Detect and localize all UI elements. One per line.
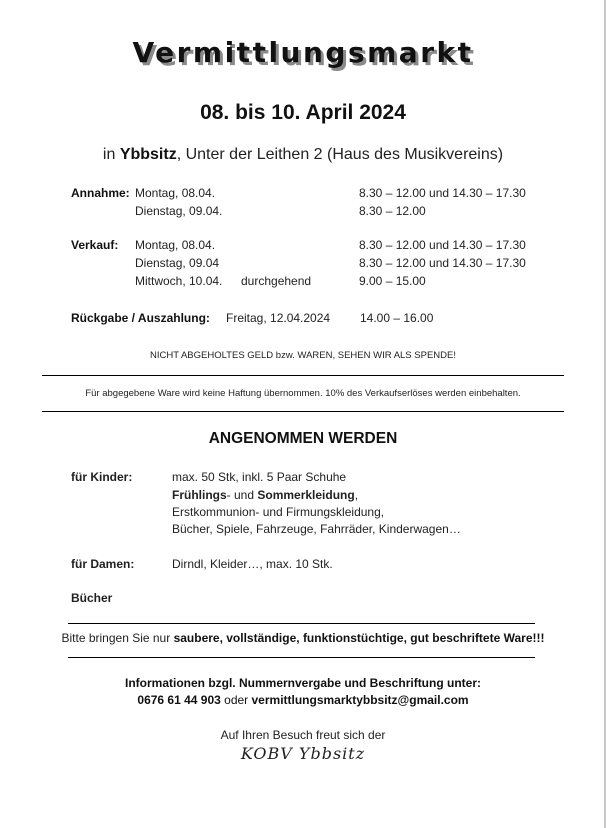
damen-label: für Damen: [71,557,135,571]
verkauf-label: Verkauf: [71,238,119,252]
phone-number: 0676 61 44 903 [137,693,221,707]
verkauf-time: 8.30 – 12.00 und 14.30 – 17.30 [359,256,526,270]
info-line: Informationen bzgl. Nummernvergabe und Beschriftung unter: [124,676,482,690]
event-dates: 08. bis 10. April 2024 [200,101,406,124]
accepted-heading: ANGENOMMEN WERDEN [208,430,398,447]
verkauf-note: durchgehend [241,274,312,288]
bitte-bold: saubere, vollständige, funktionstüchtige, gut beschriftete Ware!!! [173,631,545,645]
annahme-time: 8.30 – 12.00 und 14.30 – 17.30 [359,186,526,200]
kinder-label: für Kinder: [71,470,133,484]
kinder-line: max. 50 Stk, inkl. 5 Paar Schuhe [172,470,347,484]
annahme-time: 8.30 – 12.00 [359,204,426,218]
divider [68,657,535,658]
location-prefix: in [102,146,120,163]
rueckgabe-day: Freitag, 12.04.2024 [226,311,331,325]
rueckgabe-time: 14.00 – 16.00 [360,311,434,325]
rueckgabe-label: Rückgabe / Auszahlung: [71,311,210,325]
kinder-line: Bücher, Spiele, Fahrzeuge, Fahrräder, Kinderwagen… [172,522,461,536]
kinder-summer: Sommerkleidung [257,488,355,502]
verkauf-time: 8.30 – 12.00 und 14.30 – 17.30 [359,238,526,252]
email-address[interactable]: vermittlungsmarktybbsitz@gmail.com [251,693,469,707]
notice-haftung: Für abgegebene Ware wird keine Haftung übernommen. 10% des Verkaufserlöses werden einbehalten. [85,388,521,399]
kinder-and: - und [226,488,258,502]
greeting: Auf Ihren Besuch freut sich der [220,728,386,742]
kinder-comma: , [354,488,359,502]
signature: KOBV Ybbsitz [240,744,366,763]
verkauf-time: 9.00 – 15.00 [359,274,426,288]
annahme-label: Annahme: [71,186,130,200]
divider [68,623,535,624]
annahme-day: Dienstag, 09.04. [135,204,223,218]
location-address: , Unter der Leithen 2 (Haus des Musikvereins) [176,146,504,163]
contact-oder: oder [220,693,252,707]
event-location [0,146,606,164]
divider [42,375,564,376]
bitte-prefix: Bitte bringen Sie nur [61,631,174,645]
contact-line [0,693,606,707]
kinder-line: Erstkommunion- und Firmungskleidung, [172,505,385,519]
notice-spende: NICHT ABGEHOLTES GELD bzw. WAREN, SEHEN WIR ALS SPENDE! [149,350,456,361]
divider [42,411,564,412]
annahme-day: Montag, 08.04. [135,186,216,200]
kinder-spring: Frühlings [172,488,227,502]
kinder-line [172,488,358,502]
verkauf-day: Montag, 08.04. [135,238,216,252]
damen-text: Dirndl, Kleider…, max. 10 Stk. [172,557,333,571]
page-title: Vermittlungsmarkt [132,36,474,69]
buecher-label: Bücher [71,591,113,605]
bitte-notice [0,631,606,645]
verkauf-day: Dienstag, 09.04 [135,256,220,270]
location-town: Ybbsitz [119,146,177,163]
verkauf-day: Mittwoch, 10.04. [135,274,223,288]
